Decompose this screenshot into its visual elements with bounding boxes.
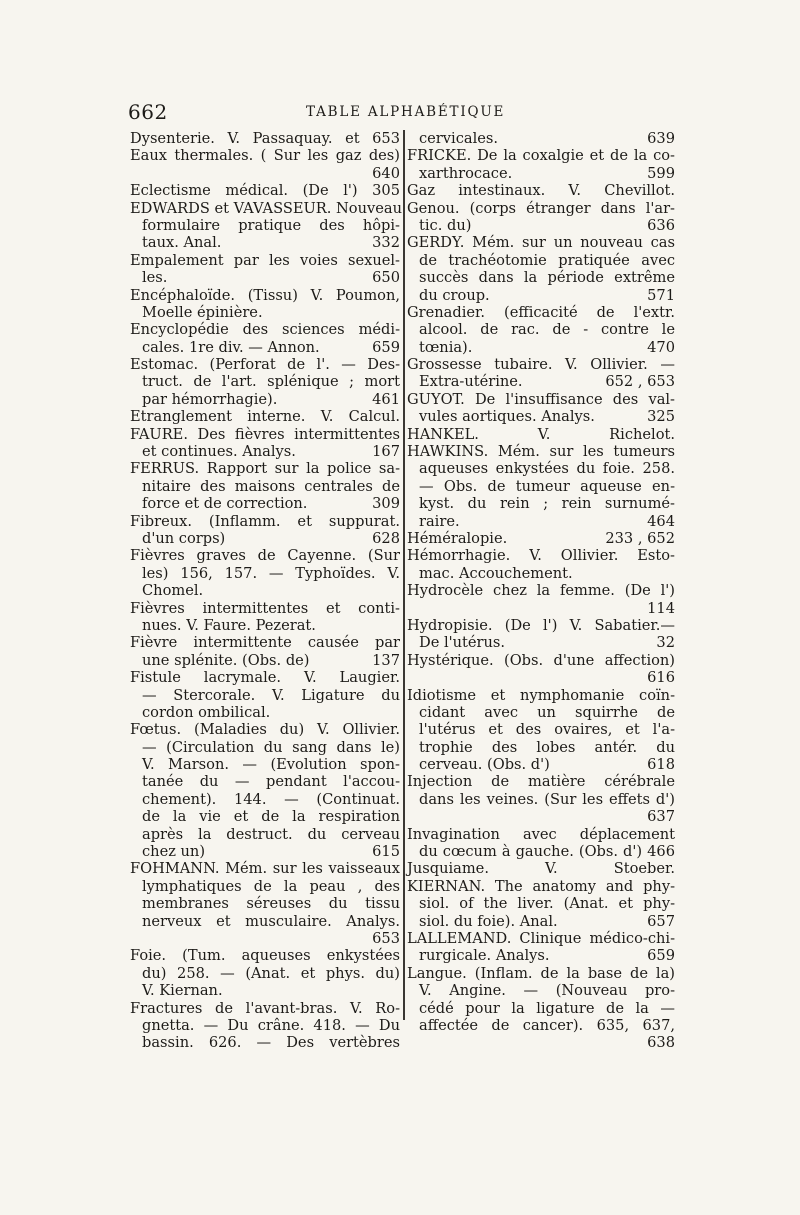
page-reference: 636 <box>647 216 675 234</box>
index-line <box>130 878 400 895</box>
index-text: Idiotisme et nymphomanie coïn- <box>407 686 675 704</box>
index-text: 638 <box>647 1034 675 1052</box>
index-text: siol. of the liver. (Anat. et phy- <box>419 895 675 913</box>
index-text: Estomac. (Perforat de l'. — Des- <box>130 356 400 374</box>
page-reference: 32 <box>656 634 675 652</box>
index-text: FRICKE. De la coxalgie et de la co- <box>407 147 675 165</box>
index-line <box>130 756 400 773</box>
index-line <box>407 182 675 199</box>
index-line <box>407 634 675 651</box>
index-text: De l'utérus. <box>419 634 506 652</box>
index-line <box>130 339 400 356</box>
index-line <box>407 147 675 164</box>
index-line <box>407 808 675 825</box>
index-line <box>130 739 400 756</box>
index-line <box>130 547 400 564</box>
index-line <box>130 200 400 217</box>
index-text: GERDY. Mém. sur un nouveau cas <box>407 234 675 252</box>
index-text: Hydropisie. (De l') V. Sabatier.— <box>407 616 675 634</box>
index-text: KIERNAN. The anatomy and phy- <box>407 877 675 895</box>
index-line <box>130 634 400 651</box>
index-text: après la destruct. du cerveau <box>142 825 400 843</box>
index-line <box>407 460 675 477</box>
index-text: vules aortiques. Analys. <box>419 408 595 426</box>
index-text: Injection de matière cérébrale <box>407 773 675 791</box>
index-text: 114 <box>647 599 675 617</box>
index-line <box>407 356 675 373</box>
left-column <box>130 130 400 1052</box>
index-line <box>407 165 675 182</box>
index-line <box>407 930 675 947</box>
index-text: formulaire pratique des hôpi- <box>142 216 400 234</box>
index-text: chement). 144. — (Continuat. <box>142 790 400 808</box>
index-text: cidant avec un squirrhe de <box>419 703 675 721</box>
index-text: nitaire des maisons centrales de <box>142 477 400 495</box>
index-text: EDWARDS et VAVASSEUR. Nouveau <box>130 199 402 217</box>
index-line <box>130 895 400 912</box>
page-reference: 618 <box>647 756 675 774</box>
index-text: Héméralopie. <box>407 529 508 547</box>
page-reference: 628 <box>372 529 400 547</box>
index-text: HANKEL. V. Richelot. <box>407 425 675 443</box>
index-line <box>130 600 400 617</box>
index-text: Fièvres graves de Cayenne. (Sur <box>130 547 400 565</box>
index-line <box>130 321 400 338</box>
index-line <box>130 721 400 738</box>
index-line <box>407 860 675 877</box>
index-text: Langue. (Inflam. de la base de la) <box>407 964 675 982</box>
page-reference: 599 <box>647 164 675 182</box>
index-line <box>130 860 400 877</box>
index-text: par hémorrhagie). <box>142 390 278 408</box>
index-text: et continues. Analys. <box>142 443 296 461</box>
index-text: cerveau. (Obs. d') <box>419 756 550 774</box>
index-line <box>407 721 675 738</box>
page-header <box>128 100 688 124</box>
index-line <box>407 826 675 843</box>
index-text: cédé pour la ligature de la — <box>419 999 675 1017</box>
page-reference: 167 <box>372 443 400 461</box>
index-line <box>130 426 400 443</box>
index-line <box>130 704 400 721</box>
index-text: Encéphaloïde. (Tissu) V. Poumon, <box>130 286 400 304</box>
page-reference: 332 <box>372 234 400 252</box>
index-line <box>407 617 675 634</box>
index-line <box>407 687 675 704</box>
index-line <box>407 773 675 790</box>
index-line <box>407 252 675 269</box>
index-line <box>407 408 675 425</box>
index-line <box>407 547 675 564</box>
index-line <box>130 443 400 460</box>
index-line <box>130 287 400 304</box>
index-text: tœnia). <box>419 338 473 356</box>
index-line <box>407 321 675 338</box>
index-text: du) 258. — (Anat. et phys. du) <box>142 964 400 982</box>
index-line <box>130 652 400 669</box>
index-line <box>407 1017 675 1034</box>
index-line <box>130 773 400 790</box>
right-column <box>407 130 675 1052</box>
index-text: les) 156, 157. — Typhoïdes. V. <box>142 564 400 582</box>
index-text: Fistule lacrymale. V. Laugier. <box>130 669 400 687</box>
index-text: force et de correction. <box>142 495 308 513</box>
index-text: du croup. <box>419 286 490 304</box>
index-text: Invagination avec déplacement <box>407 825 675 843</box>
index-text: les. <box>142 269 168 287</box>
index-text: kyst. du rein ; rein surnumé- <box>419 495 675 513</box>
index-line <box>407 217 675 234</box>
index-line <box>130 356 400 373</box>
index-line <box>407 1034 675 1051</box>
index-line <box>130 234 400 251</box>
index-line <box>407 443 675 460</box>
index-line <box>130 947 400 964</box>
page-reference: 650 <box>372 269 400 287</box>
index-line <box>130 530 400 547</box>
index-line <box>130 565 400 582</box>
page-reference: 571 <box>647 286 675 304</box>
index-text: Fièvre intermittente causée par <box>130 634 400 652</box>
index-text: FERRUS. Rapport sur la police sa- <box>130 460 400 478</box>
index-line <box>130 982 400 999</box>
index-text: Hémorrhagie. V. Ollivier. Esto- <box>407 547 675 565</box>
index-text: cervicales. <box>419 130 499 147</box>
index-line <box>407 373 675 390</box>
index-line <box>407 426 675 443</box>
index-line <box>407 791 675 808</box>
page-reference: 659 <box>372 338 400 356</box>
index-text: Eclectisme médical. (De l') 305 <box>130 182 400 200</box>
index-line <box>130 617 400 634</box>
index-line <box>407 339 675 356</box>
index-line <box>130 582 400 599</box>
index-text: Hystérique. (Obs. d'une affection) <box>407 651 675 669</box>
page-reference: 639 <box>647 130 675 147</box>
index-text: l'utérus et des ovaires, et l'a- <box>419 721 675 739</box>
index-text: gnetta. — Du crâne. 418. — Du <box>142 1016 400 1034</box>
page-reference: 309 <box>372 495 400 513</box>
index-text: xarthrocace. <box>419 164 513 182</box>
index-line <box>130 130 400 147</box>
index-line <box>130 147 400 164</box>
page-reference: 233 , 652 <box>605 529 675 547</box>
index-line <box>407 947 675 964</box>
index-line <box>130 495 400 512</box>
index-text: Etranglement interne. V. Calcul. <box>130 408 400 426</box>
index-line <box>407 652 675 669</box>
index-line <box>407 495 675 512</box>
index-text: mac. Accouchement. <box>419 564 573 582</box>
index-text: Fractures de l'avant-bras. V. Ro- <box>130 999 400 1017</box>
index-line <box>130 408 400 425</box>
index-text: 653 <box>372 929 400 947</box>
index-line <box>130 843 400 860</box>
index-line <box>407 530 675 547</box>
index-text: alcool. de rac. de - contre le <box>419 321 675 339</box>
index-text: membranes séreuses du tissu <box>142 895 400 913</box>
index-text: tanée du — pendant l'accou- <box>142 773 400 791</box>
index-line <box>407 513 675 530</box>
index-line <box>130 478 400 495</box>
index-text: Encyclopédie des sciences médi- <box>130 321 400 339</box>
index-line <box>407 478 675 495</box>
column-divider <box>403 130 405 1020</box>
index-text: truct. de l'art. splénique ; mort <box>142 373 400 391</box>
page-reference: 464 <box>647 512 675 530</box>
index-text: cales. 1re div. — Annon. <box>142 338 320 356</box>
index-text: GUYOT. De l'insuffisance des val- <box>407 390 675 408</box>
index-line <box>130 1034 400 1051</box>
index-line <box>130 460 400 477</box>
index-text: de trachéotomie pratiquée avec <box>419 251 675 269</box>
index-line <box>130 669 400 686</box>
index-line <box>130 269 400 286</box>
index-text: Dysenterie. V. Passaquay. et 653 <box>130 130 400 147</box>
index-line <box>130 304 400 321</box>
index-line <box>407 304 675 321</box>
index-line <box>130 808 400 825</box>
index-line <box>130 1017 400 1034</box>
index-line <box>407 582 675 599</box>
index-text: siol. du foie). Anal. <box>419 912 558 930</box>
index-text: Grossesse tubaire. V. Ollivier. — <box>407 356 675 374</box>
index-text: chez un) <box>142 843 206 861</box>
index-line <box>130 217 400 234</box>
index-text: Eaux thermales. ( Sur les gaz des) <box>130 147 400 165</box>
index-text: V. Marson. — (Evolution spon- <box>142 756 400 774</box>
index-line <box>130 826 400 843</box>
index-text: Moelle épinière. <box>142 303 263 321</box>
page-reference: 470 <box>647 338 675 356</box>
index-line <box>130 791 400 808</box>
page-reference: 615 <box>372 843 400 861</box>
index-text: Grenadier. (efficacité de l'extr. <box>407 303 675 321</box>
page-reference: 657 <box>647 912 675 930</box>
index-line <box>407 756 675 773</box>
index-line <box>407 965 675 982</box>
index-text: — (Circulation du sang dans le) <box>142 738 400 756</box>
index-text: d'un corps) <box>142 529 226 547</box>
index-text: une splénite. (Obs. de) <box>142 651 310 669</box>
index-text: bassin. 626. — Des vertèbres <box>142 1034 400 1052</box>
index-line <box>130 391 400 408</box>
index-text: de la vie et de la respiration <box>142 808 400 826</box>
index-text: Hydrocèle chez la femme. (De l') <box>407 582 675 600</box>
index-text: succès dans la période extrême <box>419 269 675 287</box>
index-line <box>407 843 675 860</box>
index-text: nerveux et musculaire. Analys. <box>142 912 400 930</box>
index-text: lymphatiques de la peau , des <box>142 877 400 895</box>
index-text: — Stercorale. V. Ligature du <box>142 686 400 704</box>
index-line <box>407 913 675 930</box>
index-line <box>130 913 400 930</box>
page-reference: 461 <box>372 390 400 408</box>
index-text: rurgicale. Analys. <box>419 947 550 965</box>
index-line <box>407 739 675 756</box>
index-text: FAURE. Des fièvres intermittentes <box>130 425 400 443</box>
index-line <box>407 1000 675 1017</box>
index-text: V. Kiernan. <box>142 982 223 1000</box>
index-text: nues. V. Faure. Pezerat. <box>142 616 316 634</box>
index-line <box>130 513 400 530</box>
page-reference: 652 , 653 <box>605 373 675 391</box>
index-text: affectée de cancer). 635, 637, <box>419 1016 675 1034</box>
index-text: 637 <box>647 808 675 826</box>
page-reference: 325 <box>647 408 675 426</box>
index-text: FOHMANN. Mém. sur les vaisseaux <box>130 860 400 878</box>
index-text: Fœtus. (Maladies du) V. Ollivier. <box>130 721 400 739</box>
page-reference: 137 <box>372 651 400 669</box>
index-text: LALLEMAND. Clinique médico-chi- <box>407 929 675 947</box>
index-text: Empalement par les voies sexuel- <box>130 251 400 269</box>
index-text: — Obs. de tumeur aqueuse en- <box>419 477 675 495</box>
page-number: 662 <box>128 100 168 124</box>
index-text: Jusquiame. V. Stoeber. <box>407 860 675 878</box>
index-line <box>130 165 400 182</box>
index-text: Fièvres intermittentes et conti- <box>130 599 400 617</box>
index-text: cordon ombilical. <box>142 703 271 721</box>
index-text: Genou. (corps étranger dans l'ar- <box>407 199 675 217</box>
index-line <box>407 895 675 912</box>
index-line <box>407 669 675 686</box>
index-line <box>130 930 400 947</box>
index-text: taux. Anal. <box>142 234 222 252</box>
index-line <box>407 130 675 147</box>
running-title: TABLE ALPHABÉTIQUE <box>306 104 506 120</box>
index-line <box>407 234 675 251</box>
index-text: V. Angine. — (Nouveau pro- <box>419 982 675 1000</box>
index-line <box>130 1000 400 1017</box>
index-line <box>407 565 675 582</box>
index-line <box>407 391 675 408</box>
index-line <box>130 687 400 704</box>
index-text: trophie des lobes antér. du <box>419 738 675 756</box>
index-text: aqueuses enkystées du foie. 258. <box>419 460 675 478</box>
index-line <box>130 965 400 982</box>
index-line <box>130 252 400 269</box>
index-text: 640 <box>372 164 400 182</box>
index-text: HAWKINS. Mém. sur les tumeurs <box>407 443 675 461</box>
index-text: Gaz intestinaux. V. Chevillot. <box>407 182 675 200</box>
index-text: Foie. (Tum. aqueuses enkystées <box>130 947 400 965</box>
index-text: Fibreux. (Inflamm. et suppurat. <box>130 512 400 530</box>
index-line <box>407 200 675 217</box>
index-text: tic. du) <box>419 216 472 234</box>
index-line <box>130 182 400 199</box>
index-line <box>407 878 675 895</box>
index-text: 616 <box>647 669 675 687</box>
page-reference: 659 <box>647 947 675 965</box>
index-text: dans les veines. (Sur les effets d') <box>419 790 675 808</box>
index-line <box>407 704 675 721</box>
index-line <box>407 982 675 999</box>
index-text: Chomel. <box>142 582 204 600</box>
index-line <box>407 269 675 286</box>
index-line <box>407 287 675 304</box>
index-text: du cœcum à gauche. (Obs. d') 466 <box>419 843 675 861</box>
index-text: Extra-utérine. <box>419 373 523 391</box>
index-line <box>407 600 675 617</box>
index-text: raire. <box>419 512 460 530</box>
index-line <box>130 373 400 390</box>
